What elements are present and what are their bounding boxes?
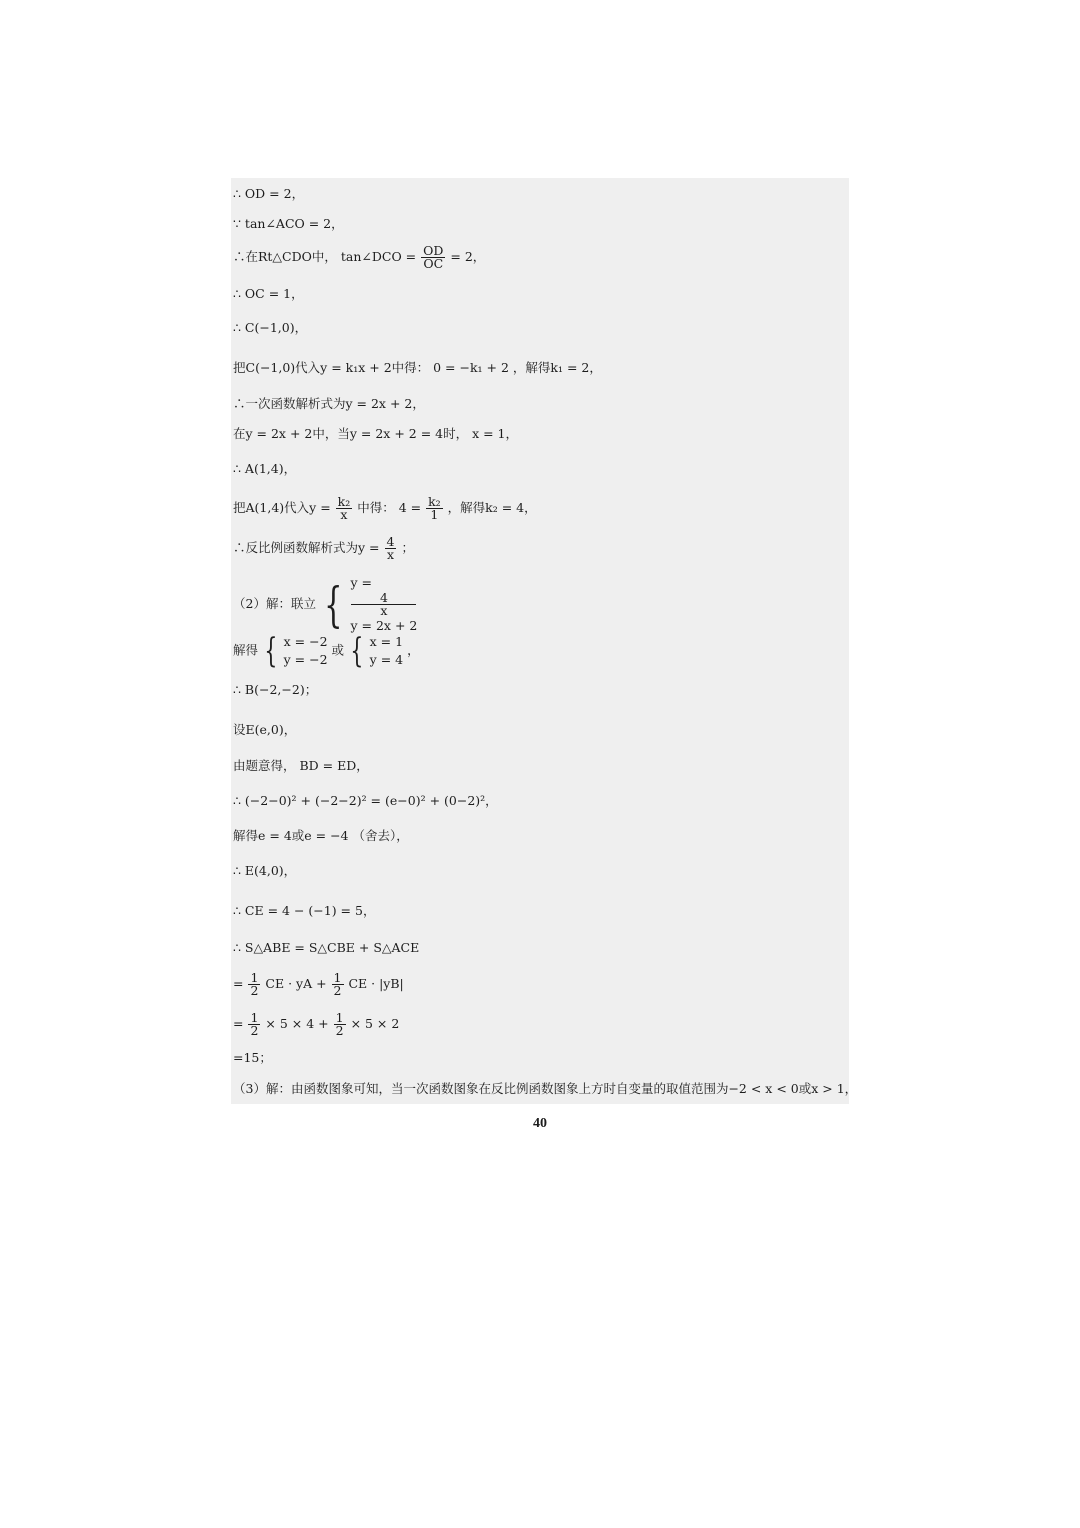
denominator: x	[386, 547, 394, 562]
page-number: 40	[533, 1116, 547, 1131]
solution-panel	[231, 178, 858, 1104]
text: ∴反比例函数解析式为y =	[233, 540, 380, 555]
line-tan-dco	[233, 245, 485, 270]
fraction	[248, 972, 260, 997]
line-substitute-a	[233, 496, 537, 521]
denominator: 2	[250, 1023, 259, 1038]
text: CE · yA +	[265, 976, 327, 991]
text: × 5 × 2	[350, 1016, 400, 1031]
text: ，解得k₂ = 4，	[447, 500, 537, 515]
equation-system	[370, 633, 403, 669]
equation: y = 2x + 2	[350, 618, 418, 633]
line-area-values	[233, 1012, 399, 1037]
fraction	[248, 1012, 260, 1037]
text: = 2，	[450, 249, 486, 264]
fraction	[385, 536, 397, 561]
text: y =	[350, 575, 372, 590]
text: （2）解：联立	[233, 596, 316, 611]
fraction	[336, 496, 353, 521]
text: 中得： 4 =	[357, 500, 422, 515]
line-substitute-c: 把C(−1,0)代入y = k₁x + 2中得： 0 = −k₁ + 2 ，解得k₁ = 2，	[233, 360, 602, 375]
fraction	[351, 592, 416, 617]
line-bd-ed: 由题意得， BD = ED，	[233, 758, 369, 773]
line-linear-function: ∴一次函数解析式为y = 2x + 2，	[233, 396, 425, 411]
text: CE · |yB|	[348, 976, 404, 991]
line-solve-x: 在y = 2x + 2中，当y = 2x + 2 = 4时， x = 1，	[233, 426, 518, 441]
numerator: 1	[333, 970, 342, 985]
line-area-sum: ∴ S△ABE = S△CBE + S△ACE	[233, 940, 420, 955]
line-ce: ∴ CE = 4 − (−1) = 5，	[233, 903, 376, 918]
equation-system	[350, 574, 417, 635]
text: 把A(1,4)代入y =	[233, 500, 331, 515]
numerator: OD	[423, 243, 444, 258]
denominator: x	[380, 603, 388, 618]
denominator: 2	[335, 1023, 344, 1038]
line-a-point: ∴ A(1,4)，	[233, 461, 297, 476]
brace: {	[350, 631, 364, 671]
text: =	[233, 976, 244, 991]
denominator: 2	[333, 983, 342, 998]
text: × 5 × 4 +	[265, 1016, 329, 1031]
numerator: k₂	[337, 494, 351, 509]
text: ；	[401, 540, 414, 555]
equation	[350, 574, 417, 617]
numerator: 1	[335, 1010, 344, 1025]
equation: x = 1	[369, 634, 404, 649]
text: =	[233, 1016, 244, 1031]
numerator: 4	[351, 592, 416, 605]
denominator: 2	[250, 983, 259, 998]
line-system	[233, 574, 417, 635]
text: 解得	[233, 642, 259, 658]
brace: {	[324, 576, 343, 633]
numerator: k₂	[428, 494, 441, 509]
equation: y = −2	[283, 652, 328, 667]
line-oc: ∴ OC = 1，	[233, 286, 304, 301]
equation-system	[284, 633, 328, 669]
line-part3: （3）解：由函数图象可知，当一次函数图象在反比例函数图象上方时自变量的取值范围为−2 < x < 0或x > 1，	[233, 1081, 858, 1096]
fraction	[426, 496, 443, 521]
line-tan-aco: ∵ tan∠ACO = 2，	[233, 216, 344, 231]
text: ∴在Rt△CDO中， tan∠DCO =	[233, 249, 417, 264]
text: 或	[331, 642, 345, 658]
numerator: 1	[250, 970, 259, 985]
fraction	[334, 1012, 346, 1037]
line-solve-e: 解得e = 4或e = −4 （舍去），	[233, 828, 409, 843]
line-c-point: ∴ C(−1,0)，	[233, 320, 308, 335]
text: ，	[407, 642, 420, 658]
denominator: 1	[430, 507, 439, 522]
line-b-point: ∴ B(−2,−2)；	[233, 682, 318, 697]
line-solutions	[233, 633, 420, 669]
numerator: 1	[250, 1010, 259, 1025]
line-distance-equation: ∴ (−2−0)² + (−2−2)² = (e−0)² + (0−2)²，	[233, 793, 498, 808]
line-e-result: ∴ E(4,0)，	[233, 863, 297, 878]
fraction	[421, 245, 445, 270]
denominator: x	[340, 507, 348, 522]
line-area-result: =15；	[233, 1050, 272, 1065]
line-e-point: 设E(e,0)，	[233, 722, 297, 737]
fraction	[332, 972, 344, 997]
line-inverse-function	[233, 536, 414, 561]
numerator: 4	[386, 534, 395, 549]
brace: {	[264, 631, 278, 671]
equation: x = −2	[283, 634, 328, 649]
line-od: ∴ OD = 2，	[233, 186, 305, 201]
equation: y = 4	[369, 652, 404, 667]
denominator: OC	[423, 256, 444, 271]
line-area-formula	[233, 972, 404, 997]
